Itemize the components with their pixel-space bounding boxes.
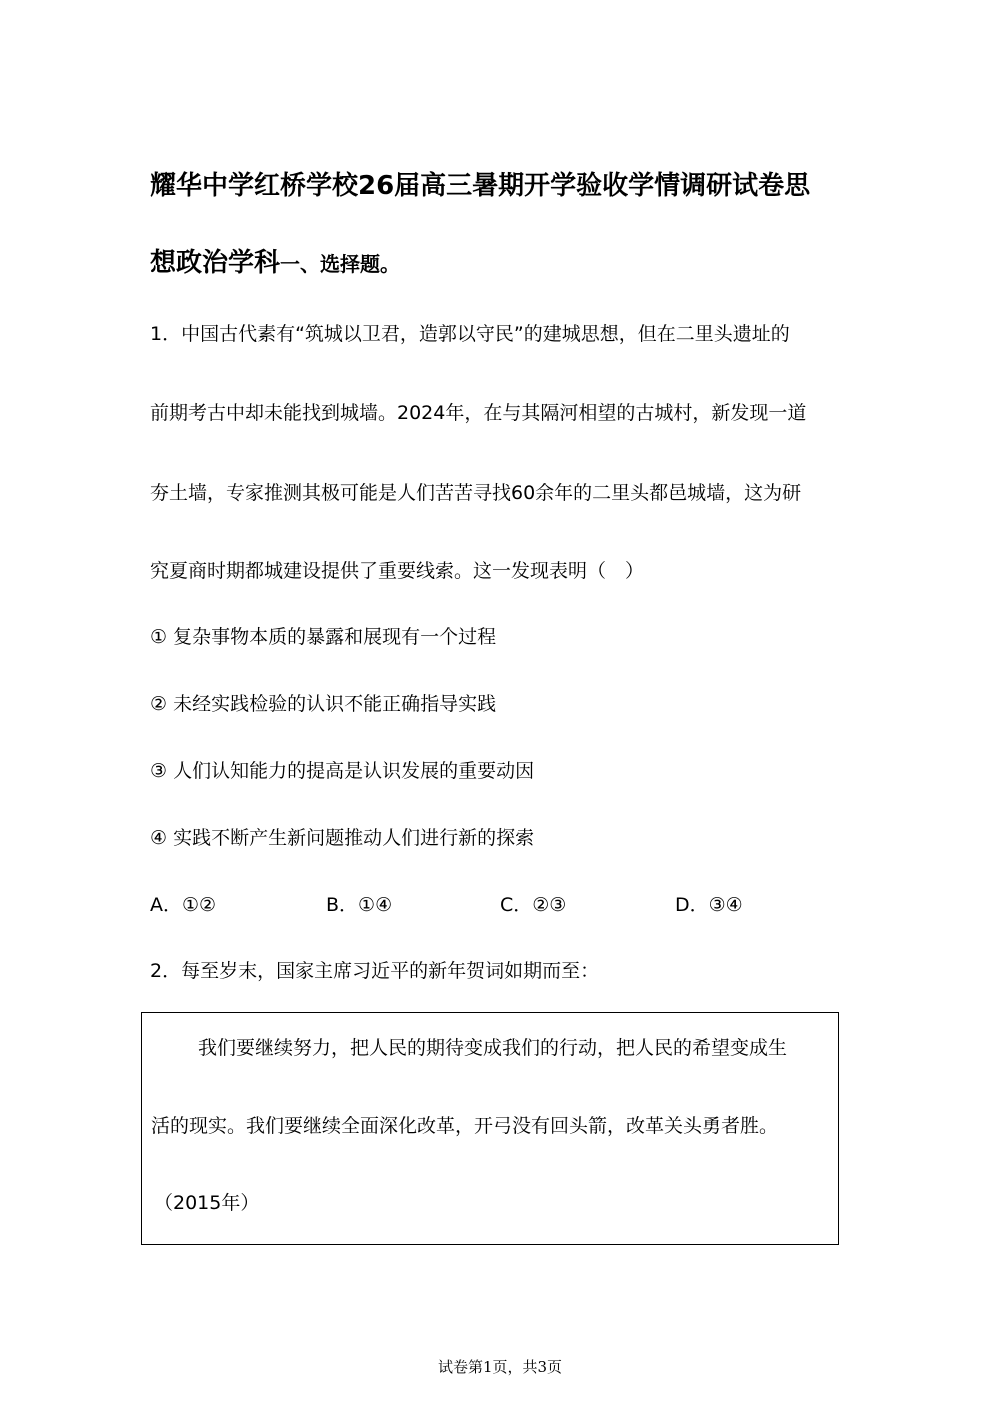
document-title-line2 bbox=[150, 245, 400, 282]
document-title-line1: 耀华中学红桥学校26届高三暑期开学验收学情调研试卷思 bbox=[150, 171, 811, 201]
q1-option-d[interactable]: D．③④ bbox=[675, 894, 743, 916]
section-heading: 一、选择题。 bbox=[280, 252, 401, 276]
q2-quote-line-1: 我们要继续努力，把人民的期待变成我们的行动，把人民的希望变成生 bbox=[198, 1037, 788, 1059]
q1-statement-1: ① 复杂事物本质的暴露和展现有一个过程 bbox=[150, 626, 497, 648]
q1-option-a[interactable]: A．①② bbox=[150, 894, 217, 916]
q1-statement-2: ② 未经实践检验的认识不能正确指导实践 bbox=[150, 693, 497, 715]
q1-stem-line-1: 1．中国古代素有“筑城以卫君，造郭以守民”的建城思想，但在二里头遗址的 bbox=[150, 323, 790, 345]
q1-statement-4: ④ 实践不断产生新问题推动人们进行新的探索 bbox=[150, 827, 535, 849]
q2-quote-year: （2015年） bbox=[154, 1192, 260, 1214]
q1-stem-line-4: 究夏商时期都城建设提供了重要线索。这一发现表明（ ） bbox=[150, 560, 645, 582]
q1-option-c[interactable]: C．②③ bbox=[500, 894, 567, 916]
page-footer: 试卷第1页，共3页 bbox=[437, 1358, 563, 1376]
q1-statement-3: ③ 人们认知能力的提高是认识发展的重要动因 bbox=[150, 760, 535, 782]
q1-stem-line-3: 夯土墙，专家推测其极可能是人们苦苦寻找60余年的二里头都邑城墙，这为研 bbox=[150, 482, 802, 504]
q2-stem: 2．每至岁末，国家主席习近平的新年贺词如期而至： bbox=[150, 960, 600, 982]
q2-quote-box bbox=[141, 1012, 839, 1245]
q1-stem-line-2: 前期考古中却未能找到城墙。2024年，在与其隔河相望的古城村，新发现一道 bbox=[150, 402, 807, 424]
document-title-subject: 想政治学科 bbox=[150, 248, 281, 278]
q1-option-b[interactable]: B．①④ bbox=[326, 894, 393, 916]
q2-quote-line-2: 活的现实。我们要继续全面深化改革，开弓没有回头箭，改革关头勇者胜。 bbox=[151, 1115, 779, 1137]
